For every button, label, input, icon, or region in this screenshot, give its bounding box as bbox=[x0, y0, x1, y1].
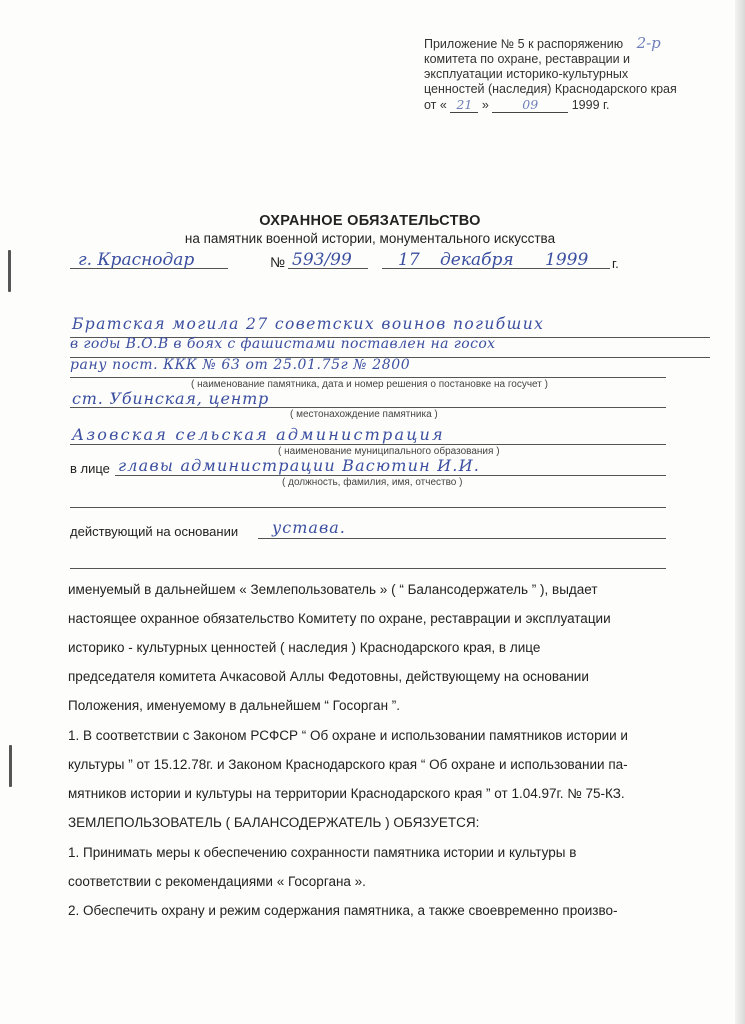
body-paragraph-9: ЗЕМЛЕПОЛЬЗОВАТЕЛЬ ( БАЛАНСОДЕРЖАТЕЛЬ ) ОБЯЗУЕТСЯ: bbox=[68, 815, 480, 830]
location-caption: ( местонахождение памятника ) bbox=[290, 409, 438, 420]
monument-caption: ( наименование памятника, дата и номер решения о постановке на госучет ) bbox=[191, 379, 548, 390]
blank-line-2 bbox=[70, 568, 666, 569]
binder-mark-bottom bbox=[9, 745, 12, 787]
appendix-month: 09 bbox=[492, 97, 568, 113]
appendix-date-prefix: от bbox=[424, 98, 437, 112]
body-paragraph-5: Положения, именуемому в дальнейшем “ Госорган ”. bbox=[68, 698, 401, 713]
quote-close: » bbox=[481, 98, 489, 112]
basis-value: устава. bbox=[272, 518, 346, 537]
body-paragraph-2: настоящее охранное обязательство Комитету по охране, реставрации и эксплуатации bbox=[68, 611, 611, 626]
body-paragraph-6: 1. В соответствии с Законом РСФСР “ Об охране и использовании памятников истории и bbox=[68, 728, 628, 743]
body-paragraph-3: историко - культурных ценностей ( наследия ) Краснодарского края, в лице bbox=[68, 640, 541, 655]
location-value: ст. Убинская, центр bbox=[72, 389, 270, 408]
monument-text-1: Братская могила 27 советских воинов погибших bbox=[72, 315, 545, 333]
date-year: 1999 bbox=[545, 250, 589, 270]
document-title: ОХРАННОЕ ОБЯЗАТЕЛЬСТВО bbox=[259, 213, 481, 229]
number-value: 593/99 bbox=[292, 250, 352, 270]
quote-open: « bbox=[439, 98, 447, 112]
monument-line-3 bbox=[70, 377, 666, 378]
monument-text-3: рану пост. ККК № 63 от 25.01.75г № 2800 bbox=[70, 357, 411, 373]
basis-line bbox=[258, 538, 666, 539]
appendix-line4: ценностей (наследия) Краснодарского края bbox=[424, 82, 677, 96]
municipality-caption: ( наименование муниципального образования ) bbox=[278, 446, 500, 457]
city-value: г. Краснодар bbox=[78, 250, 195, 270]
date-day: 17 bbox=[398, 250, 420, 270]
appendix-date bbox=[424, 97, 724, 113]
date-month: декабря bbox=[440, 250, 514, 270]
representative-caption: ( должность, фамилия, имя, отчество ) bbox=[282, 477, 463, 488]
body-paragraph-8: мятников истории и культуры на территории Краснодарского края ” от 1.04.97г. № 75-КЗ. bbox=[68, 786, 625, 801]
blank-line bbox=[70, 507, 666, 508]
appendix-line1: Приложение № 5 к распоряжению bbox=[424, 37, 624, 51]
body-paragraph-1: именуемый в дальнейшем « Землепользователь » ( “ Балансодержатель ” ), выдает bbox=[68, 582, 598, 597]
body-paragraph-12: 2. Обеспечить охрану и режим содержания памятника, а также своевременно произво- bbox=[68, 903, 618, 918]
representative-prefix: в лице bbox=[70, 461, 110, 476]
appendix-line2: комитета по охране, реставрации и bbox=[424, 52, 631, 66]
municipality-value: Азовская сельская администрация bbox=[72, 425, 445, 444]
basis-prefix: действующий на основании bbox=[70, 524, 239, 539]
document-subtitle: на памятник военной истории, монументального искусства bbox=[184, 231, 556, 246]
appendix-hand-note: 2-р bbox=[636, 34, 661, 52]
body-paragraph-10: 1. Принимать меры к обеспечению сохранности памятника истории и культуры в bbox=[68, 845, 577, 860]
year-suffix: г. bbox=[612, 256, 619, 271]
municipality-line bbox=[70, 444, 666, 445]
appendix-year: 1999 г. bbox=[571, 98, 610, 112]
monument-text-2: в годы В.О.В в боях с фашистами поставлен на госох bbox=[70, 336, 496, 352]
appendix-line3: эксплуатации историко-культурных bbox=[424, 67, 629, 81]
body-paragraph-11: соответствии с рекомендациями « Госоргана ». bbox=[68, 874, 366, 889]
appendix-day: 21 bbox=[450, 97, 478, 113]
appendix-block bbox=[424, 36, 724, 113]
body-paragraph-7: культуры ” от 15.12.78г. и Законом Краснодарского края “ Об охране и использовании па- bbox=[68, 757, 628, 772]
representative-value: главы администрации Васютин И.И. bbox=[118, 456, 481, 475]
page-edge bbox=[735, 0, 745, 1024]
binder-mark-top bbox=[8, 250, 11, 292]
body-paragraph-4: председателя комитета Ачкасовой Аллы Федотовны, действующему на основании bbox=[68, 669, 589, 684]
number-label: № bbox=[270, 254, 286, 270]
representative-line bbox=[115, 475, 666, 476]
